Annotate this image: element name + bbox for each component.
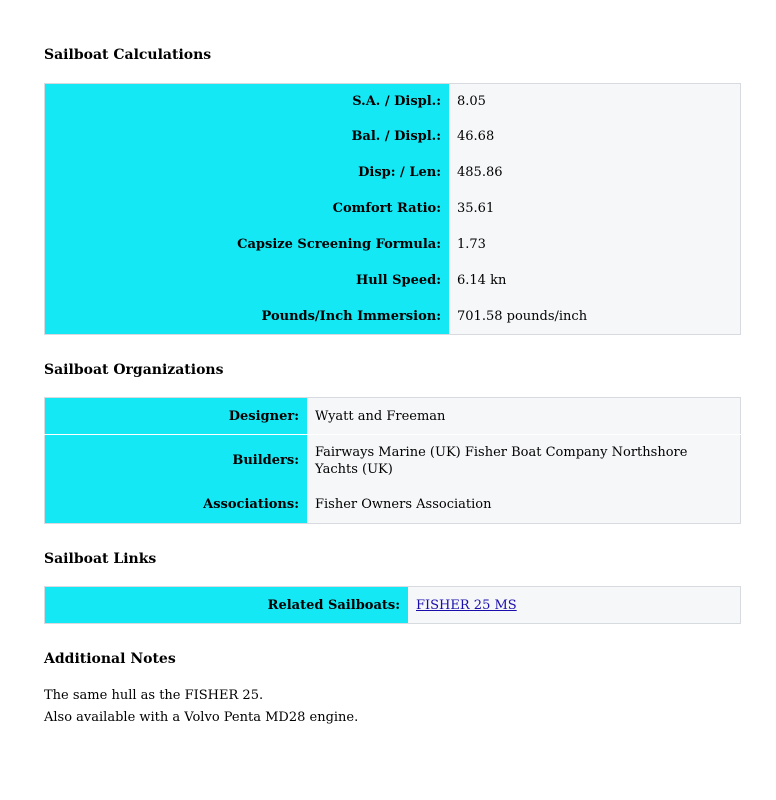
table-row bbox=[45, 155, 741, 191]
note-line: The same hull as the FISHER 25. bbox=[44, 688, 264, 703]
row-value: 46.68 bbox=[449, 119, 741, 155]
row-value: 485.86 bbox=[449, 155, 741, 191]
row-label: Capsize Screening Formula: bbox=[45, 227, 450, 263]
table-row bbox=[45, 227, 741, 263]
table-row bbox=[45, 191, 741, 227]
row-label: Comfort Ratio: bbox=[45, 191, 450, 227]
organizations-table bbox=[44, 397, 741, 524]
row-label: Bal. / Displ.: bbox=[45, 119, 450, 155]
table-row bbox=[45, 398, 741, 435]
row-value: Fairways Marine (UK) Fisher Boat Company Northshore Yachts (UK) bbox=[307, 435, 741, 487]
table-row bbox=[45, 299, 741, 335]
row-label: S.A. / Displ.: bbox=[45, 84, 450, 119]
row-label: Designer: bbox=[45, 398, 308, 435]
row-value: Fisher Owners Association bbox=[307, 487, 741, 524]
table-row bbox=[45, 263, 741, 299]
row-value: 6.14 kn bbox=[449, 263, 741, 299]
calculations-heading: Sailboat Calculations bbox=[44, 47, 212, 63]
organizations-heading: Sailboat Organizations bbox=[44, 362, 224, 378]
links-table bbox=[44, 586, 741, 624]
note-line: Also available with a Volvo Penta MD28 engine. bbox=[44, 710, 359, 725]
row-value bbox=[408, 587, 741, 624]
links-heading: Sailboat Links bbox=[44, 551, 157, 567]
table-row bbox=[45, 587, 741, 624]
row-label: Associations: bbox=[45, 487, 308, 524]
row-value: 701.58 pounds/inch bbox=[449, 299, 741, 335]
row-value: 1.73 bbox=[449, 227, 741, 263]
table-row bbox=[45, 119, 741, 155]
row-value: Wyatt and Freeman bbox=[307, 398, 741, 435]
calculations-table bbox=[44, 83, 741, 335]
notes-heading: Additional Notes bbox=[44, 651, 176, 667]
related-sailboat-link[interactable]: FISHER 25 MS bbox=[416, 597, 517, 613]
row-label: Disp: / Len: bbox=[45, 155, 450, 191]
notes-body bbox=[44, 685, 358, 729]
row-value: 8.05 bbox=[449, 84, 741, 119]
row-value: 35.61 bbox=[449, 191, 741, 227]
table-row bbox=[45, 487, 741, 524]
row-label: Related Sailboats: bbox=[45, 587, 409, 624]
table-row bbox=[45, 84, 741, 119]
row-label: Hull Speed: bbox=[45, 263, 450, 299]
table-row bbox=[45, 435, 741, 487]
row-label: Builders: bbox=[45, 435, 308, 487]
row-label: Pounds/Inch Immersion: bbox=[45, 299, 450, 335]
